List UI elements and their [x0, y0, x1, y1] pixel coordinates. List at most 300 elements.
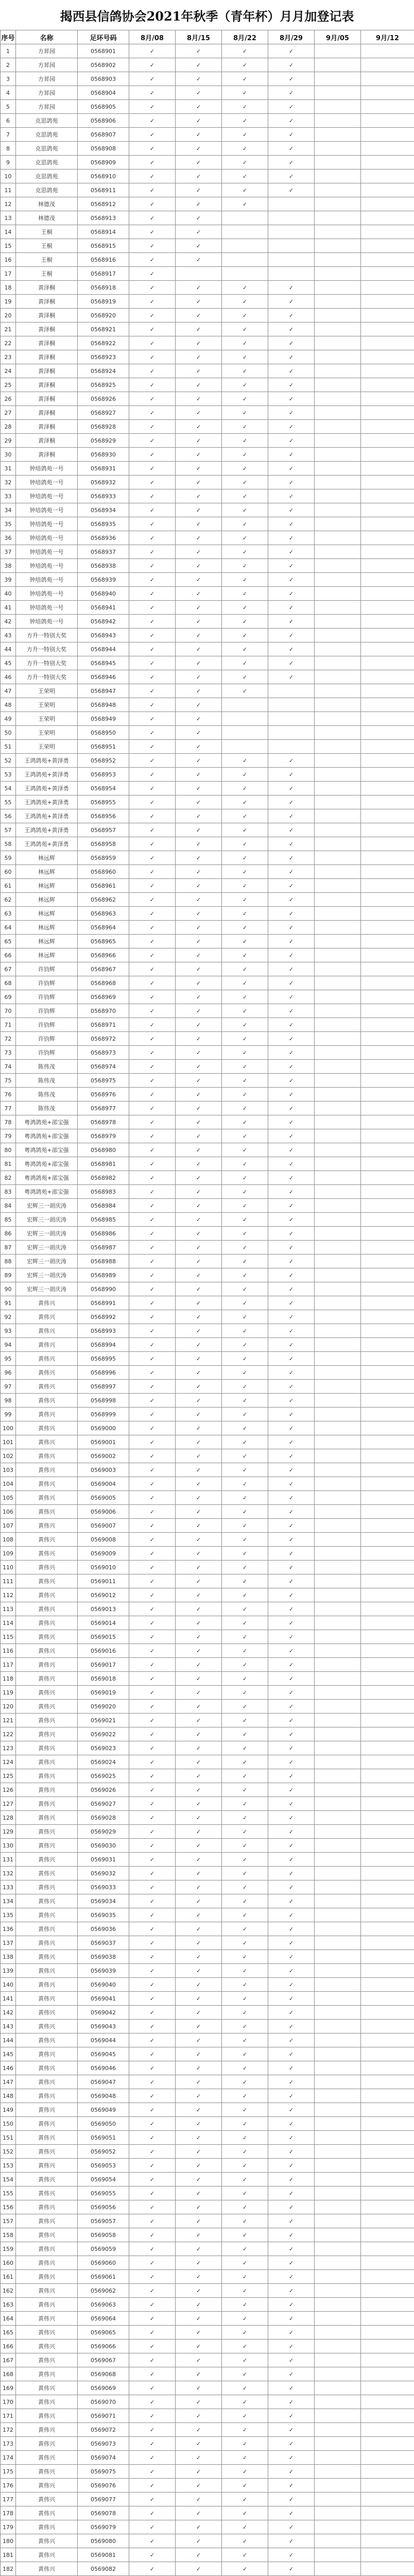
row-name-cell: 黄伟兴 — [16, 2353, 78, 2367]
check-mark-icon: ✓ — [129, 142, 176, 156]
row-ring-number-cell: 0568921 — [78, 323, 129, 336]
row-index-cell: 19 — [1, 295, 16, 309]
check-mark-icon: ✓ — [129, 1964, 176, 1978]
check-mark-icon: ✓ — [129, 2214, 176, 2228]
check-mark-icon: ✓ — [129, 253, 176, 267]
empty-mark-cell — [361, 1491, 414, 1505]
empty-mark-cell — [361, 1825, 414, 1839]
row-index-cell: 102 — [1, 1449, 16, 1463]
empty-mark-cell — [361, 2479, 414, 2493]
table-row — [1, 197, 414, 211]
check-mark-icon: ✓ — [268, 1658, 315, 1672]
check-mark-icon: ✓ — [176, 1630, 222, 1644]
check-mark-icon: ✓ — [268, 2159, 315, 2173]
empty-mark-cell — [315, 1074, 361, 1088]
row-ring-number-cell: 0569057 — [78, 2214, 129, 2228]
check-mark-icon: ✓ — [222, 2075, 268, 2089]
empty-mark-cell — [315, 197, 361, 211]
empty-mark-cell — [315, 1588, 361, 1602]
table-row — [1, 1463, 414, 1477]
table-row — [1, 2173, 414, 2187]
empty-mark-cell — [361, 1964, 414, 1978]
check-mark-icon: ✓ — [176, 2089, 222, 2103]
empty-mark-cell — [222, 225, 268, 239]
check-mark-icon: ✓ — [268, 1700, 315, 1714]
check-mark-icon: ✓ — [222, 1978, 268, 1992]
row-name-cell: 黄泽桐 — [16, 406, 78, 420]
empty-mark-cell — [361, 2451, 414, 2465]
check-mark-icon: ✓ — [176, 1394, 222, 1408]
empty-mark-cell — [361, 1894, 414, 1908]
check-mark-icon: ✓ — [268, 1853, 315, 1867]
empty-mark-cell — [222, 726, 268, 740]
table-row — [1, 2395, 414, 2409]
empty-mark-cell — [361, 1449, 414, 1463]
row-ring-number-cell: 0569023 — [78, 1741, 129, 1755]
table-row — [1, 935, 414, 948]
empty-mark-cell — [361, 601, 414, 615]
empty-mark-cell — [361, 1700, 414, 1714]
empty-mark-cell — [361, 754, 414, 768]
check-mark-icon: ✓ — [176, 1241, 222, 1255]
check-mark-icon: ✓ — [222, 1088, 268, 1101]
row-name-cell: 许钧辉 — [16, 976, 78, 990]
row-name-cell: 方升一特别大奖 — [16, 670, 78, 684]
table-row — [1, 2506, 414, 2520]
table-row — [1, 1533, 414, 1547]
header-row — [1, 30, 414, 44]
check-mark-icon: ✓ — [268, 2200, 315, 2214]
check-mark-icon: ✓ — [129, 1227, 176, 1241]
row-index-cell: 105 — [1, 1491, 16, 1505]
empty-mark-cell — [315, 392, 361, 406]
table-row — [1, 1811, 414, 1825]
table-row — [1, 2353, 414, 2367]
row-ring-number-cell: 0568992 — [78, 1310, 129, 1324]
row-ring-number-cell: 0569076 — [78, 2479, 129, 2493]
check-mark-icon: ✓ — [176, 1282, 222, 1296]
row-name-cell: 陈伟茂 — [16, 1088, 78, 1101]
check-mark-icon: ✓ — [222, 378, 268, 392]
check-mark-icon: ✓ — [222, 1394, 268, 1408]
empty-mark-cell — [361, 1644, 414, 1658]
row-name-cell: 王鸿鸽苑+黄泽勇 — [16, 782, 78, 795]
row-index-cell: 134 — [1, 1894, 16, 1908]
row-name-cell: 王鸿鸽苑+黄泽勇 — [16, 795, 78, 809]
table-row — [1, 434, 414, 448]
row-index-cell: 13 — [1, 211, 16, 225]
check-mark-icon: ✓ — [129, 2465, 176, 2479]
row-name-cell: 陈伟茂 — [16, 1074, 78, 1088]
row-name-cell: 黄伟兴 — [16, 1867, 78, 1880]
row-index-cell: 101 — [1, 1435, 16, 1449]
row-name-cell: 宏辉三一胡庆涛 — [16, 1213, 78, 1227]
check-mark-icon: ✓ — [268, 1574, 315, 1588]
check-mark-icon: ✓ — [176, 754, 222, 768]
check-mark-icon: ✓ — [268, 1255, 315, 1268]
check-mark-icon: ✓ — [129, 1700, 176, 1714]
check-mark-icon: ✓ — [222, 1992, 268, 2006]
table-row — [1, 2437, 414, 2451]
row-index-cell: 161 — [1, 2270, 16, 2284]
check-mark-icon: ✓ — [268, 1978, 315, 1992]
check-mark-icon: ✓ — [268, 1241, 315, 1255]
empty-mark-cell — [315, 1255, 361, 1268]
empty-mark-cell — [315, 364, 361, 378]
row-index-cell: 2 — [1, 58, 16, 72]
check-mark-icon: ✓ — [222, 2451, 268, 2465]
empty-mark-cell — [315, 684, 361, 698]
empty-mark-cell — [315, 893, 361, 907]
row-index-cell: 16 — [1, 253, 16, 267]
row-name-cell: 林德茂 — [16, 197, 78, 211]
check-mark-icon: ✓ — [176, 2395, 222, 2409]
row-name-cell: 黄伟兴 — [16, 2214, 78, 2228]
check-mark-icon: ✓ — [222, 531, 268, 545]
row-ring-number-cell: 0568947 — [78, 684, 129, 698]
check-mark-icon: ✓ — [129, 2020, 176, 2033]
row-index-cell: 159 — [1, 2242, 16, 2256]
table-row — [1, 1018, 414, 1032]
empty-mark-cell — [315, 1769, 361, 1783]
row-ring-number-cell: 0569065 — [78, 2326, 129, 2340]
row-ring-number-cell: 0568958 — [78, 837, 129, 851]
check-mark-icon: ✓ — [129, 1408, 176, 1421]
check-mark-icon: ✓ — [222, 976, 268, 990]
row-ring-number-cell: 0568917 — [78, 267, 129, 281]
table-row — [1, 170, 414, 183]
check-mark-icon: ✓ — [176, 1574, 222, 1588]
check-mark-icon: ✓ — [268, 2103, 315, 2117]
check-mark-icon: ✓ — [222, 1115, 268, 1129]
row-name-cell: 方升一特别大奖 — [16, 656, 78, 670]
table-row — [1, 1421, 414, 1435]
row-ring-number-cell: 0568920 — [78, 309, 129, 323]
check-mark-icon: ✓ — [129, 2242, 176, 2256]
check-mark-icon: ✓ — [268, 72, 315, 86]
empty-mark-cell — [315, 2409, 361, 2423]
row-ring-number-cell: 0569052 — [78, 2145, 129, 2159]
row-index-cell: 112 — [1, 1588, 16, 1602]
empty-mark-cell — [315, 448, 361, 462]
check-mark-icon: ✓ — [268, 1491, 315, 1505]
check-mark-icon: ✓ — [222, 879, 268, 893]
empty-mark-cell — [361, 1616, 414, 1630]
check-mark-icon: ✓ — [129, 1449, 176, 1463]
row-index-cell: 31 — [1, 462, 16, 476]
row-index-cell: 116 — [1, 1644, 16, 1658]
row-ring-number-cell: 0568951 — [78, 740, 129, 754]
row-name-cell: 黄伟兴 — [16, 2159, 78, 2173]
empty-mark-cell — [315, 1880, 361, 1894]
table-row — [1, 2451, 414, 2465]
check-mark-icon: ✓ — [176, 2256, 222, 2270]
empty-mark-cell — [315, 225, 361, 239]
empty-mark-cell — [315, 1421, 361, 1435]
table-row — [1, 2312, 414, 2326]
empty-mark-cell — [361, 1268, 414, 1282]
check-mark-icon: ✓ — [222, 1199, 268, 1213]
row-index-cell: 140 — [1, 1978, 16, 1992]
check-mark-icon: ✓ — [268, 2214, 315, 2228]
empty-mark-cell — [361, 768, 414, 782]
empty-mark-cell — [315, 1060, 361, 1074]
check-mark-icon: ✓ — [268, 1727, 315, 1741]
empty-mark-cell — [361, 2187, 414, 2200]
check-mark-icon: ✓ — [222, 434, 268, 448]
row-ring-number-cell: 0568990 — [78, 1282, 129, 1296]
row-ring-number-cell: 0569031 — [78, 1853, 129, 1867]
table-row — [1, 2367, 414, 2381]
check-mark-icon: ✓ — [129, 448, 176, 462]
row-name-cell: 林远辉 — [16, 893, 78, 907]
check-mark-icon: ✓ — [176, 100, 222, 114]
check-mark-icon: ✓ — [222, 489, 268, 503]
row-index-cell: 155 — [1, 2187, 16, 2200]
check-mark-icon: ✓ — [268, 1366, 315, 1380]
check-mark-icon: ✓ — [176, 1533, 222, 1547]
row-ring-number-cell: 0568902 — [78, 58, 129, 72]
check-mark-icon: ✓ — [268, 1783, 315, 1797]
table-row — [1, 2520, 414, 2534]
row-ring-number-cell: 0568932 — [78, 476, 129, 489]
check-mark-icon: ✓ — [222, 309, 268, 323]
row-index-cell: 173 — [1, 2437, 16, 2451]
empty-mark-cell — [222, 239, 268, 253]
empty-mark-cell — [361, 2534, 414, 2548]
empty-mark-cell — [361, 1088, 414, 1101]
check-mark-icon: ✓ — [176, 2284, 222, 2298]
check-mark-icon: ✓ — [268, 1547, 315, 1561]
check-mark-icon: ✓ — [176, 2047, 222, 2061]
row-name-cell: 黄伟兴 — [16, 2465, 78, 2479]
check-mark-icon: ✓ — [222, 545, 268, 559]
table-row — [1, 698, 414, 712]
empty-mark-cell — [315, 851, 361, 865]
empty-mark-cell — [315, 1978, 361, 1992]
empty-mark-cell — [361, 1213, 414, 1227]
row-ring-number-cell: 0568911 — [78, 183, 129, 197]
empty-mark-cell — [315, 935, 361, 948]
row-ring-number-cell: 0569078 — [78, 2506, 129, 2520]
empty-mark-cell — [361, 712, 414, 726]
table-row — [1, 1310, 414, 1324]
check-mark-icon: ✓ — [268, 1769, 315, 1783]
table-row — [1, 948, 414, 962]
row-ring-number-cell: 0569035 — [78, 1908, 129, 1922]
empty-mark-cell — [361, 1282, 414, 1296]
check-mark-icon: ✓ — [176, 879, 222, 893]
empty-mark-cell — [361, 2381, 414, 2395]
row-name-cell: 克思鸽苑 — [16, 114, 78, 128]
empty-mark-cell — [361, 448, 414, 462]
empty-mark-cell — [315, 295, 361, 309]
row-name-cell: 钟培鸽苑一号 — [16, 503, 78, 517]
empty-mark-cell — [222, 712, 268, 726]
empty-mark-cell — [361, 2200, 414, 2214]
row-ring-number-cell: 0569056 — [78, 2200, 129, 2214]
check-mark-icon: ✓ — [129, 489, 176, 503]
table-row — [1, 990, 414, 1004]
check-mark-icon: ✓ — [222, 2395, 268, 2409]
check-mark-icon: ✓ — [176, 1324, 222, 1338]
empty-mark-cell — [315, 962, 361, 976]
row-ring-number-cell: 0569005 — [78, 1491, 129, 1505]
check-mark-icon: ✓ — [176, 948, 222, 962]
check-mark-icon: ✓ — [268, 156, 315, 170]
row-name-cell: 黄伟兴 — [16, 2312, 78, 2326]
check-mark-icon: ✓ — [176, 2075, 222, 2089]
row-index-cell: 18 — [1, 281, 16, 295]
check-mark-icon: ✓ — [129, 434, 176, 448]
table-row — [1, 1199, 414, 1213]
empty-mark-cell — [361, 211, 414, 225]
row-index-cell: 14 — [1, 225, 16, 239]
empty-mark-cell — [361, 684, 414, 698]
check-mark-icon: ✓ — [268, 809, 315, 823]
row-ring-number-cell: 0569053 — [78, 2159, 129, 2173]
check-mark-icon: ✓ — [176, 1491, 222, 1505]
check-mark-icon: ✓ — [222, 1547, 268, 1561]
row-name-cell: 黄伟兴 — [16, 2381, 78, 2395]
check-mark-icon: ✓ — [176, 281, 222, 295]
empty-mark-cell — [315, 476, 361, 489]
row-index-cell: 118 — [1, 1672, 16, 1686]
check-mark-icon: ✓ — [268, 2451, 315, 2465]
check-mark-icon: ✓ — [222, 128, 268, 142]
empty-mark-cell — [315, 1324, 361, 1338]
check-mark-icon: ✓ — [176, 1143, 222, 1157]
row-ring-number-cell: 0568946 — [78, 670, 129, 684]
row-index-cell: 68 — [1, 976, 16, 990]
row-ring-number-cell: 0568922 — [78, 336, 129, 350]
row-index-cell: 50 — [1, 726, 16, 740]
empty-mark-cell — [361, 462, 414, 476]
check-mark-icon: ✓ — [176, 406, 222, 420]
row-name-cell: 宏辉三一胡庆涛 — [16, 1255, 78, 1268]
table-row — [1, 2284, 414, 2298]
row-index-cell: 23 — [1, 350, 16, 364]
row-ring-number-cell: 0568961 — [78, 879, 129, 893]
empty-mark-cell — [315, 1101, 361, 1115]
row-index-cell: 139 — [1, 1964, 16, 1978]
row-ring-number-cell: 0568925 — [78, 378, 129, 392]
row-index-cell: 117 — [1, 1658, 16, 1672]
row-name-cell: 钟培鸽苑一号 — [16, 531, 78, 545]
check-mark-icon: ✓ — [222, 1129, 268, 1143]
empty-mark-cell — [315, 642, 361, 656]
row-name-cell: 黄伟兴 — [16, 1783, 78, 1797]
row-ring-number-cell: 0568929 — [78, 434, 129, 448]
check-mark-icon: ✓ — [176, 837, 222, 851]
row-index-cell: 42 — [1, 615, 16, 629]
check-mark-icon: ✓ — [129, 2423, 176, 2437]
row-index-cell: 164 — [1, 2312, 16, 2326]
table-row — [1, 2131, 414, 2145]
row-index-cell: 176 — [1, 2479, 16, 2493]
row-ring-number-cell: 0569010 — [78, 1561, 129, 1574]
check-mark-icon: ✓ — [176, 1727, 222, 1741]
empty-mark-cell — [361, 86, 414, 100]
row-index-cell: 90 — [1, 1282, 16, 1296]
empty-mark-cell — [361, 336, 414, 350]
row-ring-number-cell: 0568982 — [78, 1171, 129, 1185]
row-index-cell: 82 — [1, 1171, 16, 1185]
check-mark-icon: ✓ — [268, 489, 315, 503]
row-ring-number-cell: 0568988 — [78, 1255, 129, 1268]
table-row — [1, 1686, 414, 1700]
check-mark-icon: ✓ — [129, 1867, 176, 1880]
check-mark-icon: ✓ — [268, 921, 315, 935]
check-mark-icon: ✓ — [222, 72, 268, 86]
row-name-cell: 黄伟兴 — [16, 1324, 78, 1338]
check-mark-icon: ✓ — [129, 1755, 176, 1769]
empty-mark-cell — [315, 1547, 361, 1561]
row-ring-number-cell: 0569059 — [78, 2242, 129, 2256]
row-name-cell: 黄伟兴 — [16, 1505, 78, 1519]
empty-mark-cell — [315, 420, 361, 434]
row-ring-number-cell: 0568939 — [78, 573, 129, 587]
empty-mark-cell — [315, 837, 361, 851]
table-row — [1, 823, 414, 837]
table-row — [1, 1185, 414, 1199]
empty-mark-cell — [361, 406, 414, 420]
empty-mark-cell — [315, 2326, 361, 2340]
check-mark-icon: ✓ — [129, 295, 176, 309]
row-ring-number-cell: 0568949 — [78, 712, 129, 726]
empty-mark-cell — [315, 2020, 361, 2033]
row-index-cell: 147 — [1, 2075, 16, 2089]
check-mark-icon: ✓ — [129, 962, 176, 976]
row-ring-number-cell: 0568954 — [78, 782, 129, 795]
check-mark-icon: ✓ — [176, 378, 222, 392]
table-row — [1, 2562, 414, 2576]
empty-mark-cell — [315, 1227, 361, 1241]
row-ring-number-cell: 0569067 — [78, 2353, 129, 2367]
table-row — [1, 2145, 414, 2159]
empty-mark-cell — [315, 1783, 361, 1797]
row-ring-number-cell: 0569081 — [78, 2548, 129, 2562]
check-mark-icon: ✓ — [268, 378, 315, 392]
row-index-cell: 11 — [1, 183, 16, 197]
empty-mark-cell — [315, 2159, 361, 2173]
row-index-cell: 130 — [1, 1839, 16, 1853]
table-row — [1, 2340, 414, 2353]
check-mark-icon: ✓ — [222, 1574, 268, 1588]
empty-mark-cell — [315, 601, 361, 615]
check-mark-icon: ✓ — [129, 86, 176, 100]
check-mark-icon: ✓ — [268, 420, 315, 434]
row-index-cell: 76 — [1, 1088, 16, 1101]
check-mark-icon: ✓ — [222, 1630, 268, 1644]
check-mark-icon: ✓ — [129, 1366, 176, 1380]
empty-mark-cell — [361, 1908, 414, 1922]
check-mark-icon: ✓ — [176, 990, 222, 1004]
empty-mark-cell — [361, 1380, 414, 1394]
row-index-cell: 39 — [1, 573, 16, 587]
check-mark-icon: ✓ — [268, 503, 315, 517]
check-mark-icon: ✓ — [222, 170, 268, 183]
row-name-cell: 黄伟兴 — [16, 1630, 78, 1644]
empty-mark-cell — [361, 670, 414, 684]
check-mark-icon: ✓ — [268, 754, 315, 768]
check-mark-icon: ✓ — [129, 1922, 176, 1936]
check-mark-icon: ✓ — [129, 1435, 176, 1449]
table-row — [1, 2493, 414, 2506]
check-mark-icon: ✓ — [268, 782, 315, 795]
check-mark-icon: ✓ — [176, 1199, 222, 1213]
table-row — [1, 211, 414, 225]
